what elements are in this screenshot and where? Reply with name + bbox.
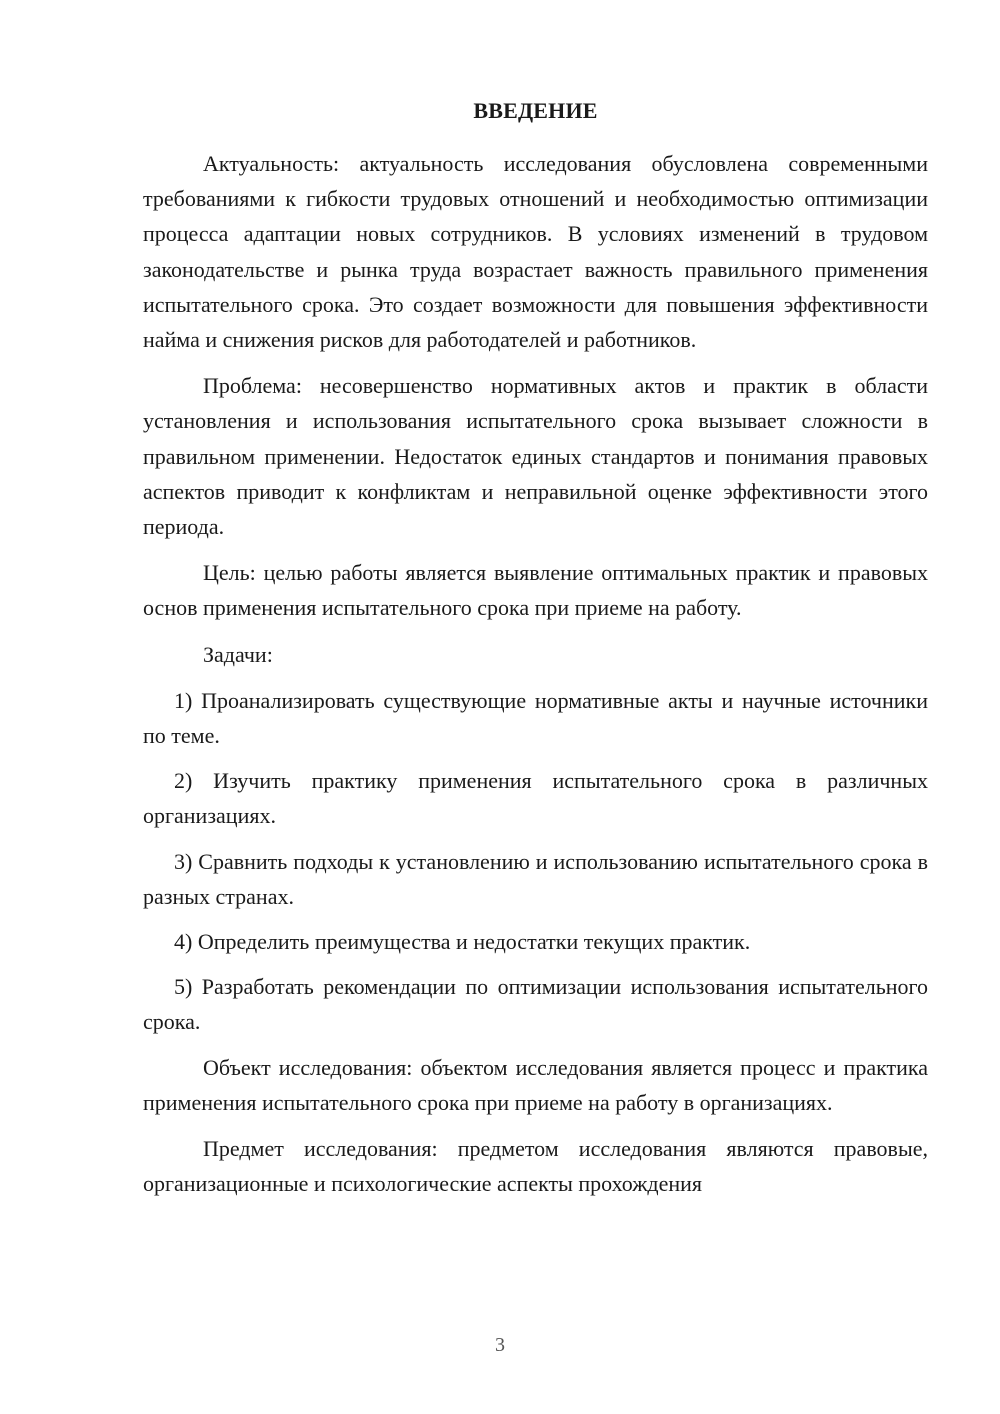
goal-paragraph: Цель: целью работы является выявление оптимальных практик и правовых основ применения испытательного срока при приеме на работу. [143,560,928,621]
task-item-1: 1) Проанализировать существующие нормативные акты и научные источники по теме. [143,687,928,749]
task-item-2: 2) Изучить практику применения испытательного срока в различных организациях. [143,768,928,829]
tasks-heading: Задачи: [203,641,273,667]
problem-paragraph: Проблема: несовершенство нормативных актов и практик в области установления и использования испытательного срока вызывает сложности в правильном применении. Недостаток единых стандартов и понимания правовых аспектов приводит к конфликтам и неправильной оценке эффективности этого периода. [143,373,928,540]
task-item-4: 4) Определить преимущества и недостатки текущих практик. [174,929,751,955]
task-item-5: 5) Разработать рекомендации по оптимизации использования испытательного срока. [143,974,928,1035]
subject-paragraph: Предмет исследования: предметом исследования являются правовые, организационные и психологические аспекты прохождения [143,1136,928,1197]
object-paragraph: Объект исследования: объектом исследования является процесс и практика применения испытательного срока при приеме на работу в организациях. [143,1054,928,1115]
page-content [143,96,928,1212]
relevance-paragraph: Актуальность: актуальность исследования обусловлена современными требованиями к гибкости трудовых отношений и необходимостью оптимизации процесса адаптации новых сотрудников. В условиях изменений в трудовом законодательстве и рынка труда возрастает важность правильного применения испытательного срока. Это создает возможности для повышения эффективности найма и снижения рисков для работодателей и работников. [143,151,928,353]
page-number: 3 [495,1334,505,1356]
page-title: ВВЕДЕНИЕ [473,98,598,123]
task-item-3: 3) Сравнить подходы к установлению и использованию испытательного срока в разных странах. [143,848,928,909]
